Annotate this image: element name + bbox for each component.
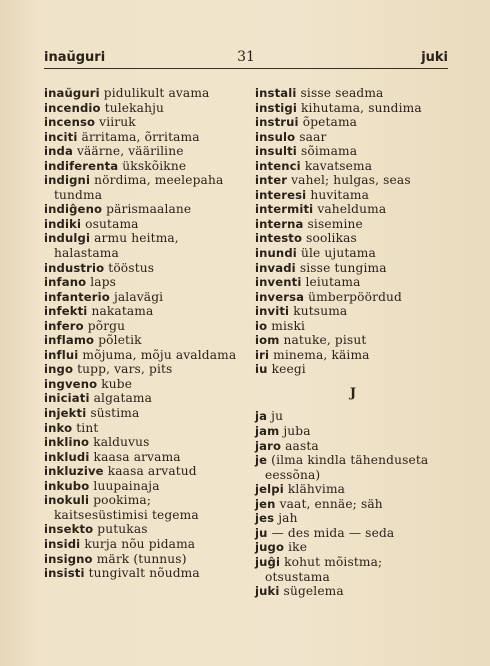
dictionary-entry	[255, 453, 451, 482]
entry-definition: soolikas	[306, 231, 357, 246]
entry-headword: inflamo	[44, 333, 95, 348]
entry-headword: intesto	[255, 231, 303, 246]
dictionary-entry	[44, 450, 242, 465]
dictionary-entry	[44, 566, 242, 581]
dictionary-entry	[44, 101, 242, 116]
entry-definition: ju	[271, 409, 284, 424]
dictionary-entry	[255, 409, 451, 424]
dictionary-entry	[44, 348, 242, 363]
entry-headword: inko	[44, 420, 73, 435]
dictionary-entry	[255, 202, 451, 217]
entry-headword: indiferenta	[44, 158, 119, 173]
entry-headword: inviti	[255, 304, 290, 319]
entry-headword: instrui	[255, 115, 299, 130]
entry-definition: (ilma kindla tähenduseta eessõna)	[265, 453, 429, 482]
entry-headword: iniciati	[44, 391, 90, 406]
left-column	[44, 86, 242, 581]
dictionary-entry	[44, 552, 242, 567]
entry-definition: pookima; kaitsesüstimisi tegema	[54, 493, 199, 522]
entry-headword: indiĝeno	[44, 202, 103, 217]
entry-headword: iom	[255, 333, 280, 348]
entry-definition: leiutama	[305, 275, 361, 290]
entry-headword: inversa	[255, 289, 305, 304]
entry-headword: incenso	[44, 115, 96, 130]
entry-definition: sügelema	[283, 584, 344, 599]
dictionary-entry	[255, 511, 451, 526]
entry-definition: natuke, pisut	[283, 333, 367, 348]
entry-definition: juba	[283, 424, 311, 439]
entry-definition: kavatsema	[304, 158, 373, 173]
entry-definition: ike	[288, 540, 308, 555]
entry-definition: jalavägi	[113, 289, 164, 304]
page-number: 31	[237, 49, 255, 65]
entry-definition: sõimama	[300, 144, 358, 159]
section-letter: J	[349, 385, 357, 401]
dictionary-entry	[255, 173, 451, 188]
dictionary-entry	[44, 435, 242, 450]
entry-definition: tint	[76, 420, 99, 435]
dictionary-entry	[44, 304, 242, 319]
entry-headword: insulti	[255, 144, 297, 159]
dictionary-entry	[255, 246, 451, 261]
entry-definition: ärritama, õrritama	[81, 129, 200, 144]
right-column-j-entries	[255, 409, 451, 598]
entry-headword: inventi	[255, 275, 302, 290]
dictionary-entry	[44, 406, 242, 421]
entry-headword: jugo	[255, 540, 285, 555]
dictionary-entry	[255, 217, 451, 232]
dictionary-entry	[255, 159, 451, 174]
entry-headword: inklino	[44, 435, 90, 450]
entry-definition: märk (tunnus)	[96, 551, 187, 566]
entry-definition: vahelduma	[317, 202, 387, 217]
entry-headword: inaŭguri	[44, 86, 100, 100]
entry-headword: interna	[255, 216, 304, 231]
dictionary-entry	[255, 115, 451, 130]
dictionary-entry	[255, 130, 451, 145]
header-last-headword: juki	[421, 50, 448, 65]
dictionary-entry	[44, 493, 242, 522]
dictionary-entry	[44, 261, 242, 276]
entry-definition: sisse tungima	[299, 260, 387, 275]
dictionary-entry	[255, 584, 451, 599]
entry-headword: juki	[255, 584, 280, 599]
entry-definition: jah	[278, 511, 298, 526]
entry-definition: tööstus	[108, 260, 155, 275]
entry-definition: vahel; hulgas, seas	[291, 173, 411, 188]
entry-definition: minema, käima	[273, 347, 370, 362]
entry-definition: keegi	[271, 362, 306, 377]
entry-definition: algatama	[93, 391, 153, 406]
entry-headword: insigno	[44, 551, 93, 566]
entry-headword: instigi	[255, 100, 297, 115]
entry-definition: tungivalt nõudma	[88, 566, 200, 581]
entry-headword: inter	[255, 173, 288, 188]
entry-definition: kaasa arvatud	[107, 464, 197, 479]
entry-definition: laps	[90, 275, 117, 290]
entry-definition: ümberpöördud	[308, 289, 402, 304]
entry-definition: õpetama	[302, 115, 358, 130]
dictionary-entry	[44, 217, 242, 232]
entry-headword: inokuli	[44, 493, 90, 508]
entry-definition: kalduvus	[93, 435, 150, 450]
dictionary-entry	[255, 362, 451, 377]
dictionary-entry	[44, 522, 242, 537]
entry-definition: üle ujutama	[300, 246, 376, 261]
entry-headword: intermiti	[255, 202, 314, 217]
entry-definition: kube	[101, 376, 133, 391]
dictionary-entry	[255, 333, 451, 348]
dictionary-entry	[255, 555, 451, 584]
entry-headword: indulgi	[44, 231, 91, 246]
dictionary-entry	[44, 231, 242, 260]
dictionary-entry	[44, 86, 242, 101]
entry-headword: iu	[255, 362, 268, 377]
entry-definition: luupainaja	[93, 478, 160, 493]
entry-headword: influi	[44, 347, 79, 362]
dictionary-entry	[44, 130, 242, 145]
dictionary-entry	[44, 115, 242, 130]
dictionary-entry	[44, 144, 242, 159]
dictionary-entry	[44, 290, 242, 305]
entry-headword: insidi	[44, 536, 81, 551]
dictionary-entry	[255, 348, 451, 363]
entry-headword: industrio	[44, 260, 105, 275]
entry-definition: põletik	[98, 333, 142, 348]
entry-headword: insisti	[44, 566, 85, 581]
entry-headword: ju	[255, 525, 268, 540]
entry-definition: osutama	[85, 216, 139, 231]
entry-headword: je	[255, 453, 268, 468]
entry-headword: jam	[255, 424, 280, 439]
entry-headword: ingo	[44, 362, 74, 377]
entry-headword: infekti	[44, 304, 88, 319]
entry-definition: kihutama, sundima	[301, 100, 422, 115]
entry-definition: ükskõikne	[122, 158, 187, 173]
dictionary-entry	[255, 188, 451, 203]
dictionary-entry	[255, 144, 451, 159]
entry-headword: jelpi	[255, 482, 284, 497]
entry-definition: tulekahju	[104, 100, 165, 115]
entry-headword: insulo	[255, 129, 296, 144]
dictionary-entry	[255, 261, 451, 276]
entry-headword: io	[255, 318, 268, 333]
entry-headword: instali	[255, 86, 297, 100]
entry-definition: kohut mõistma; otsustama	[265, 554, 383, 584]
entry-headword: indiki	[44, 216, 82, 231]
dictionary-entry	[255, 319, 451, 334]
entry-definition: huvitama	[310, 187, 369, 202]
entry-headword: invadi	[255, 260, 296, 275]
dictionary-entry	[44, 159, 242, 174]
entry-definition: vaat, ennäe; säh	[279, 496, 383, 511]
entry-headword: jen	[255, 496, 276, 511]
entry-definition: mõjuma, mõju avaldama	[82, 347, 237, 362]
entry-headword: interesi	[255, 187, 307, 202]
entry-headword: insekto	[44, 522, 94, 537]
entry-headword: injekti	[44, 406, 87, 421]
dictionary-entry	[255, 439, 451, 454]
entry-definition: pidulikult avama	[103, 86, 210, 100]
entry-headword: infero	[44, 318, 84, 333]
dictionary-entry	[44, 377, 242, 392]
entry-headword: inda	[44, 144, 73, 159]
page-header	[44, 46, 448, 69]
header-first-headword: inaŭguri	[44, 50, 106, 65]
right-column-i-entries	[255, 86, 451, 377]
entry-definition: armu heitma, halastama	[54, 231, 179, 261]
entry-definition: saar	[299, 129, 327, 144]
entry-definition: sisse seadma	[300, 86, 384, 100]
entry-definition: sisemine	[307, 216, 363, 231]
entry-headword: incendio	[44, 100, 101, 115]
dictionary-entry	[255, 290, 451, 305]
dictionary-entry	[255, 275, 451, 290]
entry-headword: infano	[44, 275, 87, 290]
entry-headword: ingveno	[44, 376, 98, 391]
entry-definition: nakatama	[91, 304, 154, 319]
dictionary-entry	[44, 421, 242, 436]
entry-headword: inkluzive	[44, 464, 104, 479]
dictionary-entry	[255, 482, 451, 497]
dictionary-entry	[255, 86, 451, 101]
dictionary-entry	[44, 464, 242, 479]
dictionary-entry	[44, 275, 242, 290]
entry-definition: süstima	[90, 406, 140, 421]
entry-definition: tupp, vars, pits	[77, 362, 173, 377]
dictionary-entry	[255, 424, 451, 439]
entry-definition: klähvima	[287, 482, 346, 497]
entry-headword: jaro	[255, 438, 282, 453]
dictionary-entry	[44, 319, 242, 334]
entry-headword: inkludi	[44, 449, 90, 464]
dictionary-entry	[255, 101, 451, 116]
dictionary-entry	[44, 537, 242, 552]
entry-headword: intenci	[255, 158, 301, 173]
entry-headword: infanterio	[44, 289, 110, 304]
dictionary-entry	[44, 391, 242, 406]
entry-headword: inundi	[255, 246, 297, 261]
dictionary-entry	[44, 173, 242, 202]
entry-headword: indigni	[44, 173, 91, 188]
dictionary-entry	[255, 540, 451, 555]
dictionary-entry	[255, 304, 451, 319]
dictionary-entry	[255, 497, 451, 512]
entry-definition: väärne, vääriline	[76, 144, 184, 159]
entry-definition: põrgu	[87, 318, 126, 333]
entry-headword: iri	[255, 347, 270, 362]
entry-headword: inciti	[44, 129, 78, 144]
entry-headword: inkubo	[44, 478, 90, 493]
dictionary-entry	[44, 333, 242, 348]
dictionary-entry	[255, 526, 451, 541]
entry-definition: kaasa arvama	[93, 449, 181, 464]
right-column	[255, 86, 451, 599]
dictionary-entry	[44, 479, 242, 494]
entry-definition: pärismaalane	[106, 202, 192, 217]
dictionary-entry	[255, 231, 451, 246]
entry-headword: juĝi	[255, 554, 281, 569]
entry-definition: aasta	[285, 438, 319, 453]
entry-definition: viiruk	[99, 115, 136, 130]
entry-headword: jes	[255, 511, 275, 526]
dictionary-entry	[44, 362, 242, 377]
entry-definition: putukas	[97, 522, 148, 537]
entry-definition: kutsuma	[293, 304, 348, 319]
entry-headword: ja	[255, 409, 268, 424]
entry-definition: nördima, meelepaha tundma	[54, 173, 224, 202]
entry-definition: kurja nõu pidama	[84, 536, 196, 551]
entry-definition: — des mida — seda	[271, 525, 395, 540]
dictionary-entry	[44, 202, 242, 217]
entry-definition: miski	[271, 318, 306, 333]
